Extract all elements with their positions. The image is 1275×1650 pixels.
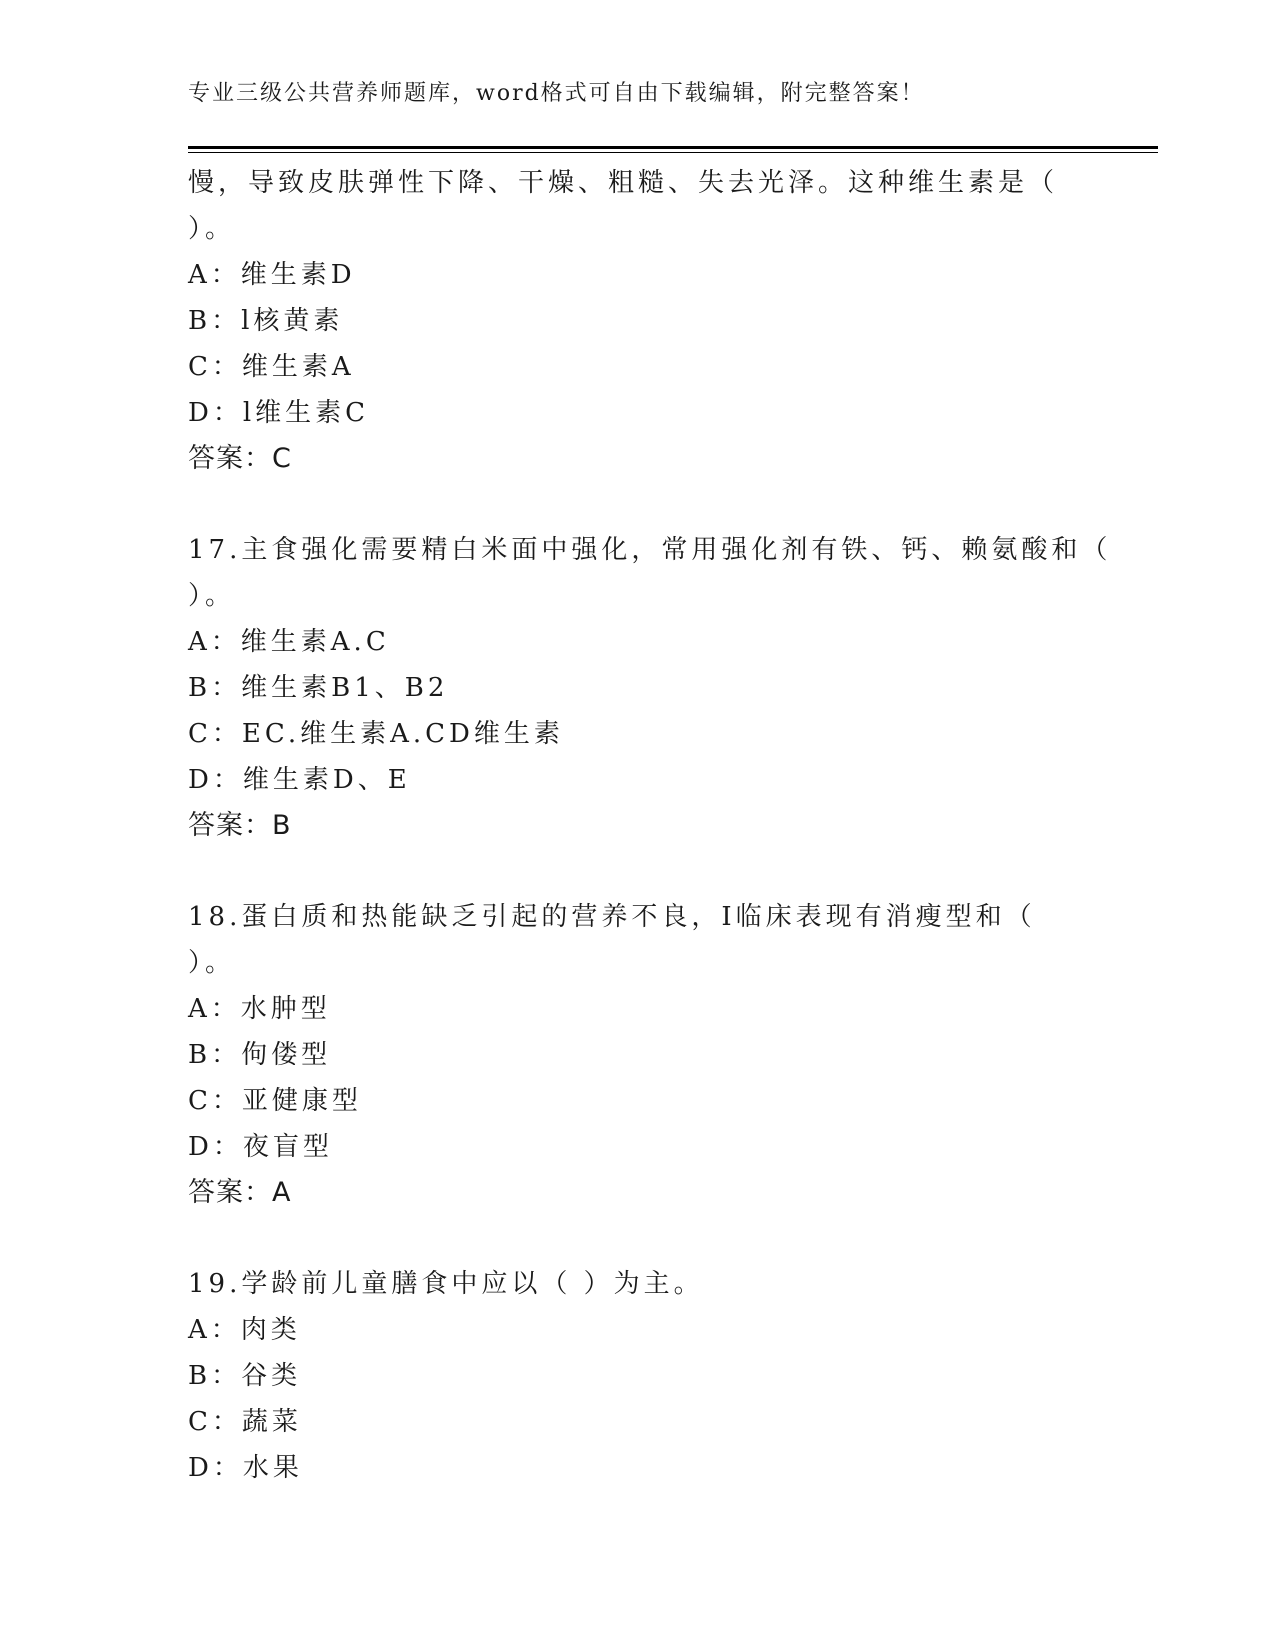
option-c: C：维生素A <box>188 352 355 382</box>
option-a: A：维生素A.C <box>188 627 390 657</box>
option-b: B：维生素B1、B2 <box>188 673 449 703</box>
option-b: B：谷类 <box>188 1361 302 1391</box>
question-stem-line: ）。 <box>188 581 236 611</box>
question-stem-line: 慢，导致皮肤弹性下降、干燥、粗糙、失去光泽。这种维生素是（ <box>188 168 1059 198</box>
option-a: A：维生素D <box>188 260 356 290</box>
option-c: C：EC.维生素A.CD维生素 <box>188 719 564 749</box>
answer-line: 答案：C <box>188 443 292 474</box>
question-stem-line: ）。 <box>188 214 236 244</box>
question-19 <box>188 1261 1088 1491</box>
question-18 <box>188 894 1088 1216</box>
question-stem-line: ）。 <box>188 948 236 978</box>
header-rule-thin <box>188 152 1158 153</box>
option-d: D：夜盲型 <box>188 1132 333 1162</box>
question-16 <box>188 160 1088 482</box>
answer-line: 答案：A <box>188 1177 292 1208</box>
question-17 <box>188 527 1112 849</box>
question-stem-line: 17.主食强化需要精白米面中强化，常用强化剂有铁、钙、赖氨酸和（ <box>188 535 1112 565</box>
option-d: D：l维生素C <box>188 398 370 428</box>
option-d: D：维生素D、E <box>188 765 411 795</box>
option-a: A：肉类 <box>188 1315 301 1345</box>
header-rule-thick <box>188 146 1158 149</box>
option-b: B：l核黄素 <box>188 306 344 336</box>
option-a: A：水肿型 <box>188 994 331 1024</box>
question-stem-line: 18.蛋白质和热能缺乏引起的营养不良，I临床表现有消瘦型和（ <box>188 902 1036 932</box>
option-d: D：水果 <box>188 1453 303 1483</box>
answer-line: 答案：B <box>188 810 292 841</box>
page-header: 专业三级公共营养师题库，word格式可自由下载编辑，附完整答案！ <box>188 81 925 106</box>
option-c: C：蔬菜 <box>188 1407 302 1437</box>
question-list <box>188 160 1112 1491</box>
question-stem-line: 19.学龄前儿童膳食中应以（ ）为主。 <box>188 1269 704 1299</box>
option-b: B：佝偻型 <box>188 1040 332 1070</box>
option-c: C：亚健康型 <box>188 1086 362 1116</box>
